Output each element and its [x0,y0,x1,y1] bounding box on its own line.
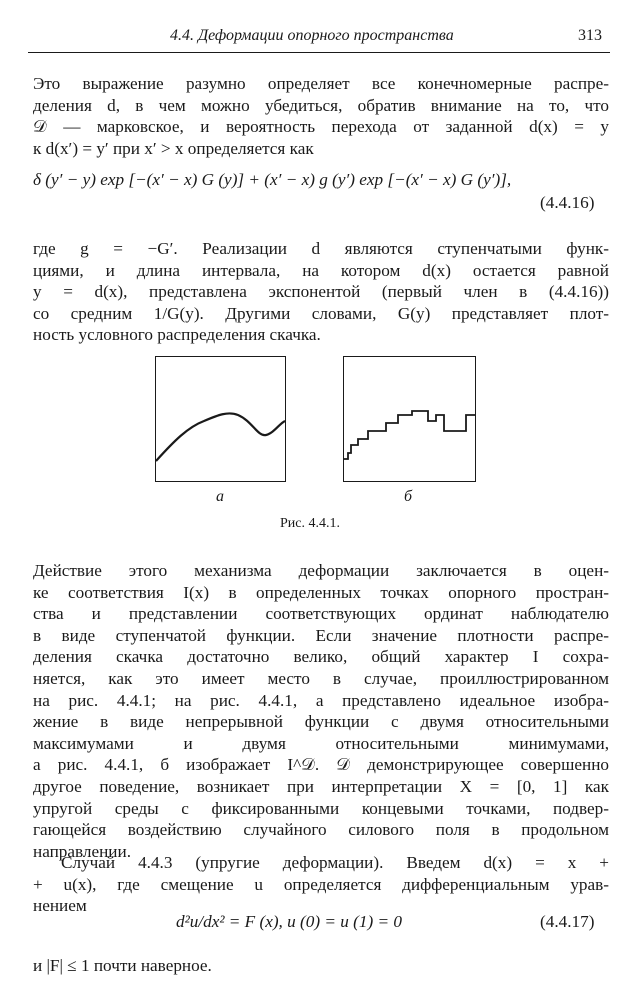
step-curve [344,411,475,459]
page-number: 313 [578,27,602,44]
text-line: гающейся воздействию случайного силового поля в продольном [33,820,609,840]
figure-label-a: а [216,488,224,505]
text-line: направлении. [33,841,132,861]
text-line: деления d, в чем можно убедиться, обратив внимание на то, что [33,95,609,115]
paragraph-bound [33,955,609,977]
text-line: нением [33,896,87,916]
equation-number-4-4-16: (4.4.16) [540,193,595,212]
formula-4-4-17: d²u/dx² = F (x), и (0) = u (1) = 0 [176,912,402,931]
text-line: со средним 1/G(y). Другими словами, G(y) представляет плот- [33,303,609,323]
paragraph-step-functions [33,238,609,346]
text-line: в виде ступенчатой функции. Если значение плотности распре- [33,625,609,645]
text-line: деления скачка достаточно велико, общий характер I сохра- [33,647,609,667]
text-line: упругой среды с фиксированными концевыми точками, подвер- [33,798,609,818]
text-line: циями, и длина интервала, на котором d(x) остается равной [33,260,609,280]
figure-panel-b [343,356,476,482]
text-line: максимумами и двумя относительными минимумами, [33,733,609,753]
text-line: жение в виде непрерывной функции с двумя относительными [33,712,609,732]
header-rule [28,52,610,53]
text-line: Действие этого механизма деформации заключается в оцен- [33,561,609,580]
figure-panel-a [155,356,286,482]
text-line: ке соответствия I(x) в определенных точках опорного простран- [33,582,609,602]
paragraph-deformation-mechanism [33,560,609,862]
smooth-curve-plot [156,357,285,481]
paragraph-case-4-4-3 [33,852,609,917]
text-line: + u(x), где смещение u определяется дифференциальным урав- [33,874,609,894]
step-function-plot [344,357,475,481]
text-line: на рис. 4.4.1; на рис. 4.4.1, а представлено идеальное изобра- [33,690,609,710]
figure-label-b: б [404,488,413,505]
text-line: к d(x′) = y′ при x′ > x определяется как [33,138,314,158]
text-line: ность условного распределения скачка. [33,325,321,345]
running-header [0,0,640,60]
formula-4-4-16: δ (y′ − y) exp [−(x′ − x) G (y)] + (x′ − x) g (y′) exp [−(x′ − x) G (y′)], [33,170,512,189]
text-line: ства и представлении соответствующих ординат наблюдателю [33,604,609,624]
text-line: и |F| ≤ 1 почти наверное. [33,956,212,975]
text-line: 𝒟 — марковское, и вероятность перехода от заданной d(x) = y [33,117,609,137]
text-line: Случай 4.4.3 (упругие деформации). Введем d(x) = x + [61,853,609,872]
text-line: y = d(x), представлена экспонентой (первый член в (4.4.16)) [33,282,609,302]
smooth-curve [156,413,285,461]
text-line: Это выражение разумно определяет все конечномерные распре- [33,74,609,93]
text-line: другое поведение, возникает при интерпретации X = [0, 1] как [33,776,609,796]
text-line: а рис. 4.4.1, б изображает I^𝒟. 𝒟 демонстрирующее совершенно [33,755,609,775]
figure-caption: Рис. 4.4.1. [280,516,340,531]
equation-number-4-4-17: (4.4.17) [540,912,595,931]
paragraph-transition-probability [33,73,609,159]
text-line: где g = −G′. Реализации d являются ступенчатыми функ- [33,239,609,258]
text-line: няется, как это имеет место в случае, проиллюстрированном [33,668,609,688]
running-header-title: 4.4. Деформации опорного пространства [170,27,454,44]
